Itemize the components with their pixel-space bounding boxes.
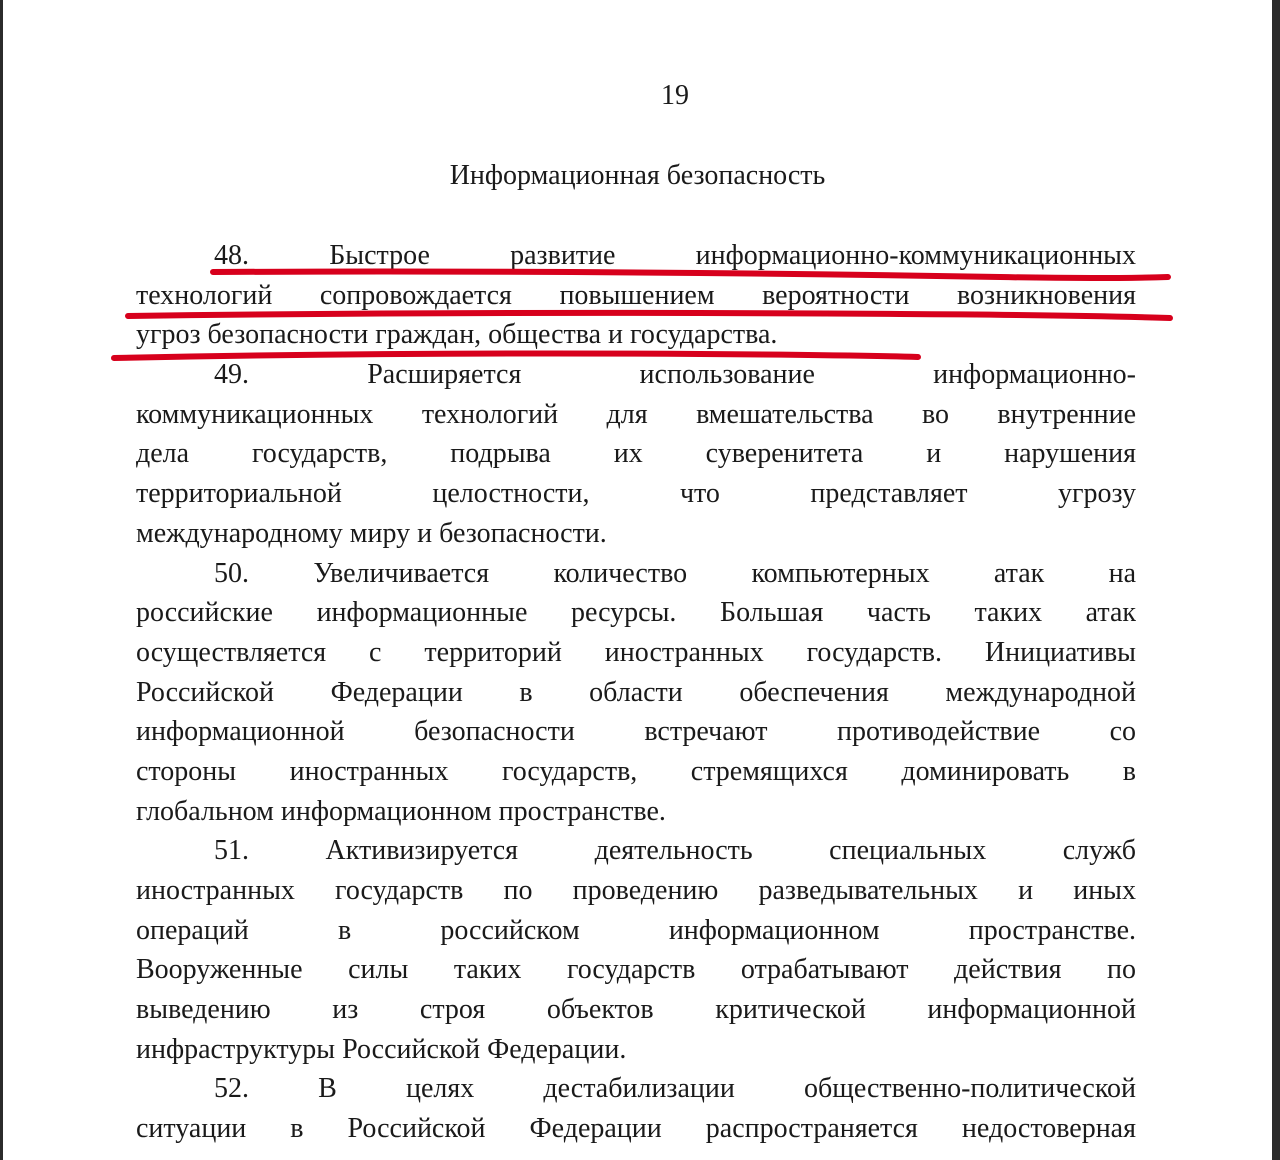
text-line: 48. Быстрое развитие информационно-коммуникационных [214, 240, 1136, 271]
text-line: стороны иностранных государств, стремящихся доминировать в [136, 755, 1136, 787]
text-line: операций в российском информационном пространстве. [136, 914, 1136, 946]
left-frame-border [0, 0, 3, 1160]
text-line: осуществляется с территорий иностранных государств. Инициативы [136, 636, 1136, 668]
text-line: 50. Увеличивается количество компьютерных атак на [214, 557, 1136, 589]
text-line: угроз безопасности граждан, общества и государства. [136, 319, 778, 351]
text-line: коммуникационных технологий для вмешательства во внутренние [136, 398, 1136, 430]
paragraph-48 [136, 236, 1136, 355]
page-number: 19 [661, 80, 689, 111]
text-line: иностранных государств по проведению разведывательных и иных [136, 875, 1136, 906]
text-line: выведению из строя объектов критической информационной [136, 994, 1136, 1026]
paragraph-51 [136, 831, 1136, 1069]
paragraph-50 [136, 554, 1136, 832]
text-line: информационной безопасности встречают противодействие со [136, 716, 1136, 748]
text-line: территориальной целостности, что представляет угрозу [136, 478, 1136, 510]
text-line: 52. В целях дестабилизации общественно-политической [214, 1073, 1136, 1105]
text-line: инфраструктуры Российской Федерации. [136, 1033, 627, 1065]
paragraph-52 [136, 1069, 1136, 1148]
section-heading: Информационная безопасность [449, 160, 826, 191]
text-line: Российской Федерации в области обеспечения международной [136, 676, 1136, 708]
paragraph-49 [136, 355, 1136, 553]
text-line: 51. Активизируется деятельность специальных служб [214, 835, 1136, 867]
text-line: ситуации в Российской Федерации распространяется недостоверная [136, 1113, 1136, 1145]
document-body [136, 236, 1136, 1149]
text-line: Вооруженные силы таких государств отрабатывают действия по [136, 954, 1136, 986]
text-line: дела государств, подрыва их суверенитета и нарушения [136, 438, 1136, 470]
text-line: международному миру и безопасности. [136, 517, 607, 549]
right-frame-border [1272, 0, 1280, 1160]
text-line: глобальном информационном пространстве. [136, 795, 666, 827]
text-line: технологий сопровождается повышением вероятности возникновения [136, 279, 1136, 311]
text-line: 49. Расширяется использование информационно- [214, 359, 1136, 391]
text-line: российские информационные ресурсы. Большая часть таких атак [136, 597, 1136, 629]
